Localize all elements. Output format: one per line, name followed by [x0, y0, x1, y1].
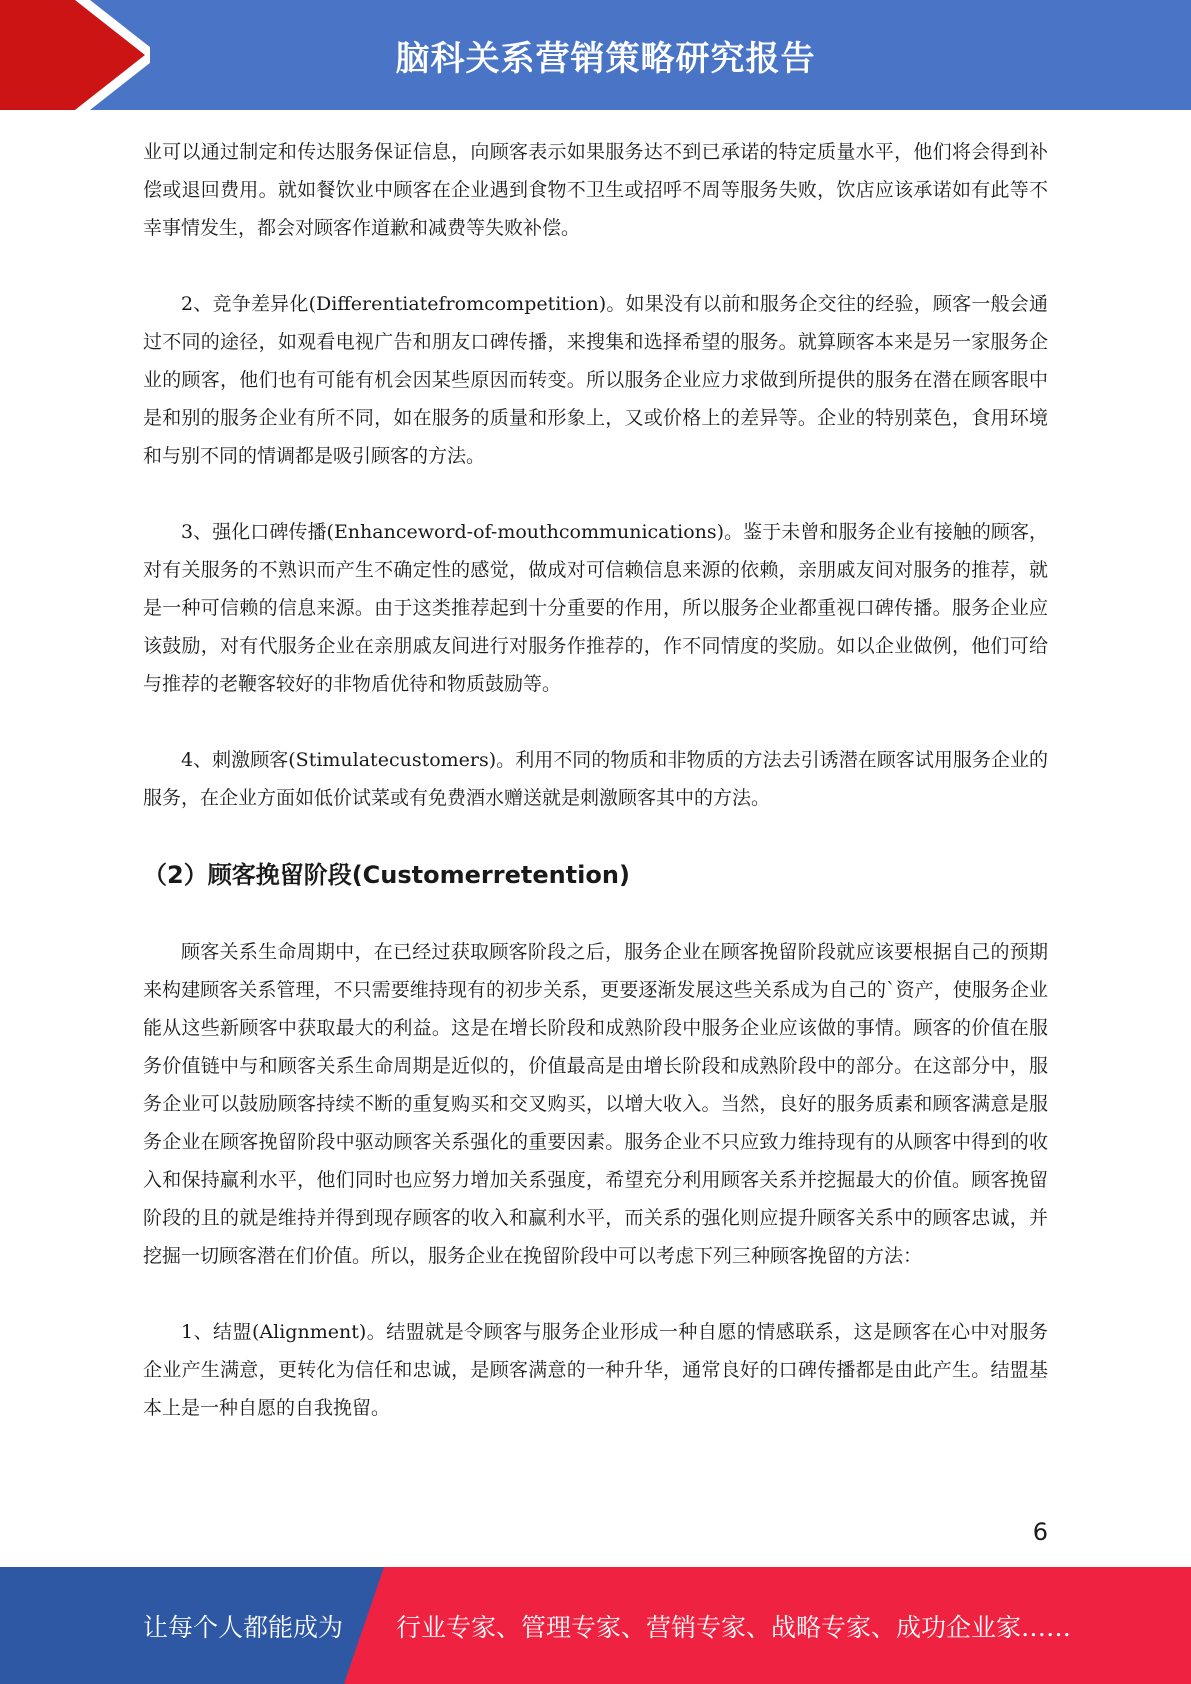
document-body: [143, 133, 1048, 1427]
paragraph-retention-stage: 顾客关系生命周期中，在已经过获取顾客阶段之后，服务企业在顾客挽留阶段就应该要根据自己的预期来构建顾客关系管理，不只需要维持现有的初步关系，更要逐渐发展这些关系成为自己的`资产，使服务企业能从这些新顾客中获取最大的利益。这是在增长阶段和成熟阶段中服务企业应该做的事情。顾客的价值在服务价值链中与和顾客关系生命周期是近似的，价值最高是由增长阶段和成熟阶段中的部分。在这部分中，服务企业可以鼓励顾客持续不断的重复购买和交叉购买，以增大收入。当然，良好的服务质素和顾客满意是服务企业在顾客挽留阶段中驱动顾客关系强化的重要因素。服务企业不只应致力维持现有的从顾客中得到的收入和保持赢利水平，他们同时也应努力增加关系强度，希望充分利用顾客关系并挖掘最大的价值。顾客挽留阶段的且的就是维持并得到现存顾客的收入和赢利水平，而关系的强化则应提升顾客关系中的顾客忠诚，并挖掘一切顾客潜在们价值。所以，服务企业在挽留阶段中可以考虑下列三种顾客挽留的方法：: [143, 941, 1048, 1267]
page-footer: [0, 1567, 1191, 1684]
footer-slogan-left: 让每个人都能成为: [143, 1612, 344, 1642]
paragraph-differentiation: 2、竞争差异化(Differentiatefromcompetition)。如果没有以前和服务企交往的经验，顾客一般会通过不同的途径，如观看电视广告和朋友口碑传播，来搜集和选择希望的服务。就算顾客本来是另一家服务企业的顾客，他们也有可能有机会因某些原因而转变。所以服务企业应力求做到所提供的服务在潜在顾客眼中是和别的服务企业有所不同，如在服务的质量和形象上，又或价格上的差异等。企业的特别菜色，食用环境和与别不同的情调都是吸引顾客的方法。: [143, 293, 1048, 467]
header-title: 脑科关系营销策略研究报告: [395, 38, 816, 79]
footer-slogan-right: 行业专家、管理专家、营销专家、战略专家、成功企业家……: [396, 1612, 1072, 1642]
paragraph-word-of-mouth: 3、强化口碑传播(Enhanceword-of-mouthcommunications)。鉴于未曾和服务企业有接触的顾客，对有关服务的不熟识而产生不确定性的感觉，做成对可信赖信息来源的依赖，亲朋戚友间对服务的推荐，就是一种可信赖的信息来源。由于这类推荐起到十分重要的作用，所以服务企业都重视口碑传播。服务企业应该鼓励，对有代服务企业在亲朋戚友间进行对服务作推荐的，作不同情度的奖励。如以企业做例，他们可给与推荐的老鞭客较好的非物盾优待和物质鼓励等。: [143, 521, 1048, 695]
paragraph-guarantee-continued: 业可以通过制定和传达服务保证信息，向顾客表示如果服务达不到已承诺的特定质量水平，他们将会得到补偿或退回费用。就如餐饮业中顾客在企业遇到食物不卫生或招呼不周等服务失败，饮店应该承诺如有此等不幸事情发生，都会对顾客作道歉和减费等失败补偿。: [143, 141, 1048, 239]
section-heading-customer-retention: （2）顾客挽留阶段(Customerretention): [143, 861, 630, 889]
paragraph-stimulate-customers: 4、刺激顾客(Stimulatecustomers)。利用不同的物质和非物质的方法去引诱潜在顾客试用服务企业的服务，在企业方面如低价试菜或有免费酒水赠送就是刺激顾客其中的方法。: [143, 749, 1048, 809]
page-number: 6: [1032, 1518, 1048, 1546]
page-header: [0, 0, 1191, 110]
paragraph-alignment: 1、结盟(Alignment)。结盟就是令顾客与服务企业形成一种自愿的情感联系，这是顾客在心中对服务企业产生满意，更转化为信任和忠诚，是顾客满意的一种升华，通常良好的口碑传播都是由此产生。结盟基本上是一种自愿的自我挽留。: [143, 1321, 1048, 1419]
